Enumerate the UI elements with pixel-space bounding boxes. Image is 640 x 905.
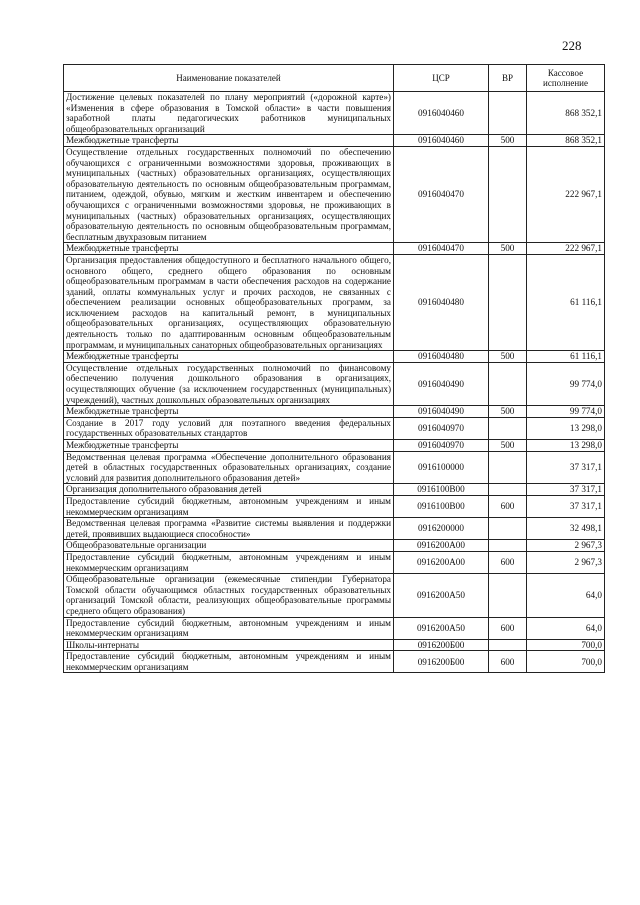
cell-name: Осуществление отдельных государственных полномочий по финансовому обеспечению получения дошкольного образования в организациях, осуществляющих обучение (за исключением государственных (муниципальных) учреждений), частных дошкольных образовательных организациях — [64, 362, 394, 405]
cell-vr — [489, 146, 527, 242]
cell-sum: 222 967,1 — [527, 146, 605, 242]
cell-sum: 64,0 — [527, 574, 605, 617]
cell-vr: 500 — [489, 406, 527, 418]
cell-vr — [489, 574, 527, 617]
cell-name: Ведомственная целевая программа «Развитие системы выявления и поддержки детей, проявивших выдающиеся способности» — [64, 518, 394, 540]
header-vr: ВР — [489, 65, 527, 92]
cell-name: Межбюджетные трансферты — [64, 135, 394, 147]
table-row — [64, 651, 605, 673]
cell-vr — [489, 451, 527, 484]
table-row — [64, 540, 605, 552]
cell-vr: 500 — [489, 351, 527, 363]
cell-vr — [489, 417, 527, 439]
cell-vr — [489, 540, 527, 552]
cell-csr: 0916040970 — [394, 417, 489, 439]
cell-sum: 37 317,1 — [527, 451, 605, 484]
cell-csr: 0916200А50 — [394, 574, 489, 617]
cell-sum: 37 317,1 — [527, 484, 605, 496]
budget-table — [63, 64, 605, 673]
cell-name: Создание в 2017 году условий для поэтапного введения федеральных государственных образовательных стандартов — [64, 417, 394, 439]
cell-name: Общеобразовательные организации — [64, 540, 394, 552]
cell-name: Осуществление отдельных государственных полномочий по обеспечению обучающихся с ограниченными возможностями здоровья, проживающих в муниципальных (частных) образовательных организациях, осуществляющих образовательную деятельность по основным общеобразовательным программам, питанием, одеждой, обувью, мягким и жестким инвентарем и обеспечению обучающихся с ограниченными возможностями здоровья, не проживающих в муниципальных (частных) образовательных организациях, осуществляющих образовательную деятельность по основным общеобразовательным программам, бесплатным двухразовым питанием — [64, 146, 394, 242]
cell-name: Межбюджетные трансферты — [64, 406, 394, 418]
table-row — [64, 92, 605, 135]
cell-csr: 0916040470 — [394, 146, 489, 242]
cell-vr — [489, 639, 527, 651]
cell-sum: 13 298,0 — [527, 417, 605, 439]
table-row — [64, 351, 605, 363]
page-number: 228 — [562, 38, 582, 53]
table-row — [64, 406, 605, 418]
cell-csr: 0916040480 — [394, 351, 489, 363]
cell-sum: 99 774,0 — [527, 362, 605, 405]
cell-name: Школы-интернаты — [64, 639, 394, 651]
cell-name: Организация дополнительного образования детей — [64, 484, 394, 496]
table-row — [64, 574, 605, 617]
cell-csr: 0916200А00 — [394, 551, 489, 573]
cell-csr: 0916040470 — [394, 243, 489, 255]
table-row — [64, 451, 605, 484]
cell-vr — [489, 362, 527, 405]
cell-sum: 99 774,0 — [527, 406, 605, 418]
cell-csr: 0916200А50 — [394, 617, 489, 639]
cell-name: Достижение целевых показателей по плану мероприятий («дорожной карте») «Изменения в сфере образования в Томской области» в части повышения заработной платы педагогических работников муниципальных общеобразовательных организаций — [64, 92, 394, 135]
table-row — [64, 617, 605, 639]
cell-csr: 0916040480 — [394, 254, 489, 350]
cell-csr: 0916100В00 — [394, 484, 489, 496]
cell-csr: 0916040460 — [394, 135, 489, 147]
cell-sum: 61 116,1 — [527, 254, 605, 350]
table-row — [64, 254, 605, 350]
cell-vr — [489, 254, 527, 350]
cell-sum: 2 967,3 — [527, 551, 605, 573]
cell-name: Предоставление субсидий бюджетным, автономным учреждениям и иным некоммерческим организациям — [64, 551, 394, 573]
cell-name: Общеобразовательные организации (ежемесячные стипендии Губернатора Томской области обучающимся областных государственных образовательных организаций Томской области, реализующих общеобразовательные программы среднего общего образования) — [64, 574, 394, 617]
cell-name: Ведомственная целевая программа «Обеспечение дополнительного образования детей в областных государственных образовательных организациях, создание условий для развития дополнительного образования детей» — [64, 451, 394, 484]
cell-vr: 500 — [489, 243, 527, 255]
cell-vr: 600 — [489, 495, 527, 517]
cell-sum: 13 298,0 — [527, 440, 605, 452]
cell-sum: 61 116,1 — [527, 351, 605, 363]
table-header-row — [64, 65, 605, 92]
table-row — [64, 362, 605, 405]
cell-name: Предоставление субсидий бюджетным, автономным учреждениям и иным некоммерческим организациям — [64, 617, 394, 639]
table-row — [64, 146, 605, 242]
cell-csr: 0916040460 — [394, 92, 489, 135]
table-row — [64, 495, 605, 517]
table-row — [64, 639, 605, 651]
cell-vr: 600 — [489, 617, 527, 639]
table-row — [64, 135, 605, 147]
cell-vr — [489, 518, 527, 540]
table-body — [64, 92, 605, 673]
cell-name: Предоставление субсидий бюджетным, автономным учреждениям и иным некоммерческим организациям — [64, 651, 394, 673]
header-name: Наименование показателей — [64, 65, 394, 92]
cell-csr: 0916200Б00 — [394, 651, 489, 673]
cell-csr: 0916200Б00 — [394, 639, 489, 651]
cell-name: Межбюджетные трансферты — [64, 243, 394, 255]
cell-name: Предоставление субсидий бюджетным, автономным учреждениям и иным некоммерческим организациям — [64, 495, 394, 517]
cell-vr: 500 — [489, 135, 527, 147]
cell-sum: 868 352,1 — [527, 135, 605, 147]
cell-csr: 0916040490 — [394, 362, 489, 405]
cell-sum: 32 498,1 — [527, 518, 605, 540]
cell-vr: 600 — [489, 651, 527, 673]
cell-sum: 37 317,1 — [527, 495, 605, 517]
cell-sum: 222 967,1 — [527, 243, 605, 255]
cell-sum: 868 352,1 — [527, 92, 605, 135]
cell-name: Организация предоставления общедоступного и бесплатного начального общего, основного общего, среднего общего образования по основным общеобразовательным программам в части обеспечения расходов на содержание зданий, оплаты коммунальных услуг и прочих расходов, не связанных с обеспечением реализации основных общеобразовательных программ, за исключением расходов на капитальный ремонт, в муниципальных общеобразовательных организациях, осуществляющих образовательную деятельность только по адаптированным основным общеобразовательным программам, и муниципальных санаторных общеобразовательных организациях — [64, 254, 394, 350]
cell-sum: 700,0 — [527, 639, 605, 651]
cell-csr: 0916040490 — [394, 406, 489, 418]
table-row — [64, 484, 605, 496]
cell-vr: 500 — [489, 440, 527, 452]
cell-sum: 2 967,3 — [527, 540, 605, 552]
table-row — [64, 440, 605, 452]
cell-csr: 0916100В00 — [394, 495, 489, 517]
table-row — [64, 243, 605, 255]
cell-csr: 0916040970 — [394, 440, 489, 452]
cell-vr: 600 — [489, 551, 527, 573]
cell-csr: 0916200000 — [394, 518, 489, 540]
table-row — [64, 518, 605, 540]
cell-vr — [489, 92, 527, 135]
cell-csr: 0916200А00 — [394, 540, 489, 552]
table-row — [64, 417, 605, 439]
cell-sum: 64,0 — [527, 617, 605, 639]
header-csr: ЦСР — [394, 65, 489, 92]
cell-sum: 700,0 — [527, 651, 605, 673]
cell-vr — [489, 484, 527, 496]
cell-name: Межбюджетные трансферты — [64, 440, 394, 452]
cell-name: Межбюджетные трансферты — [64, 351, 394, 363]
header-sum: Кассовое исполнение — [527, 65, 605, 92]
cell-csr: 0916100000 — [394, 451, 489, 484]
table-row — [64, 551, 605, 573]
